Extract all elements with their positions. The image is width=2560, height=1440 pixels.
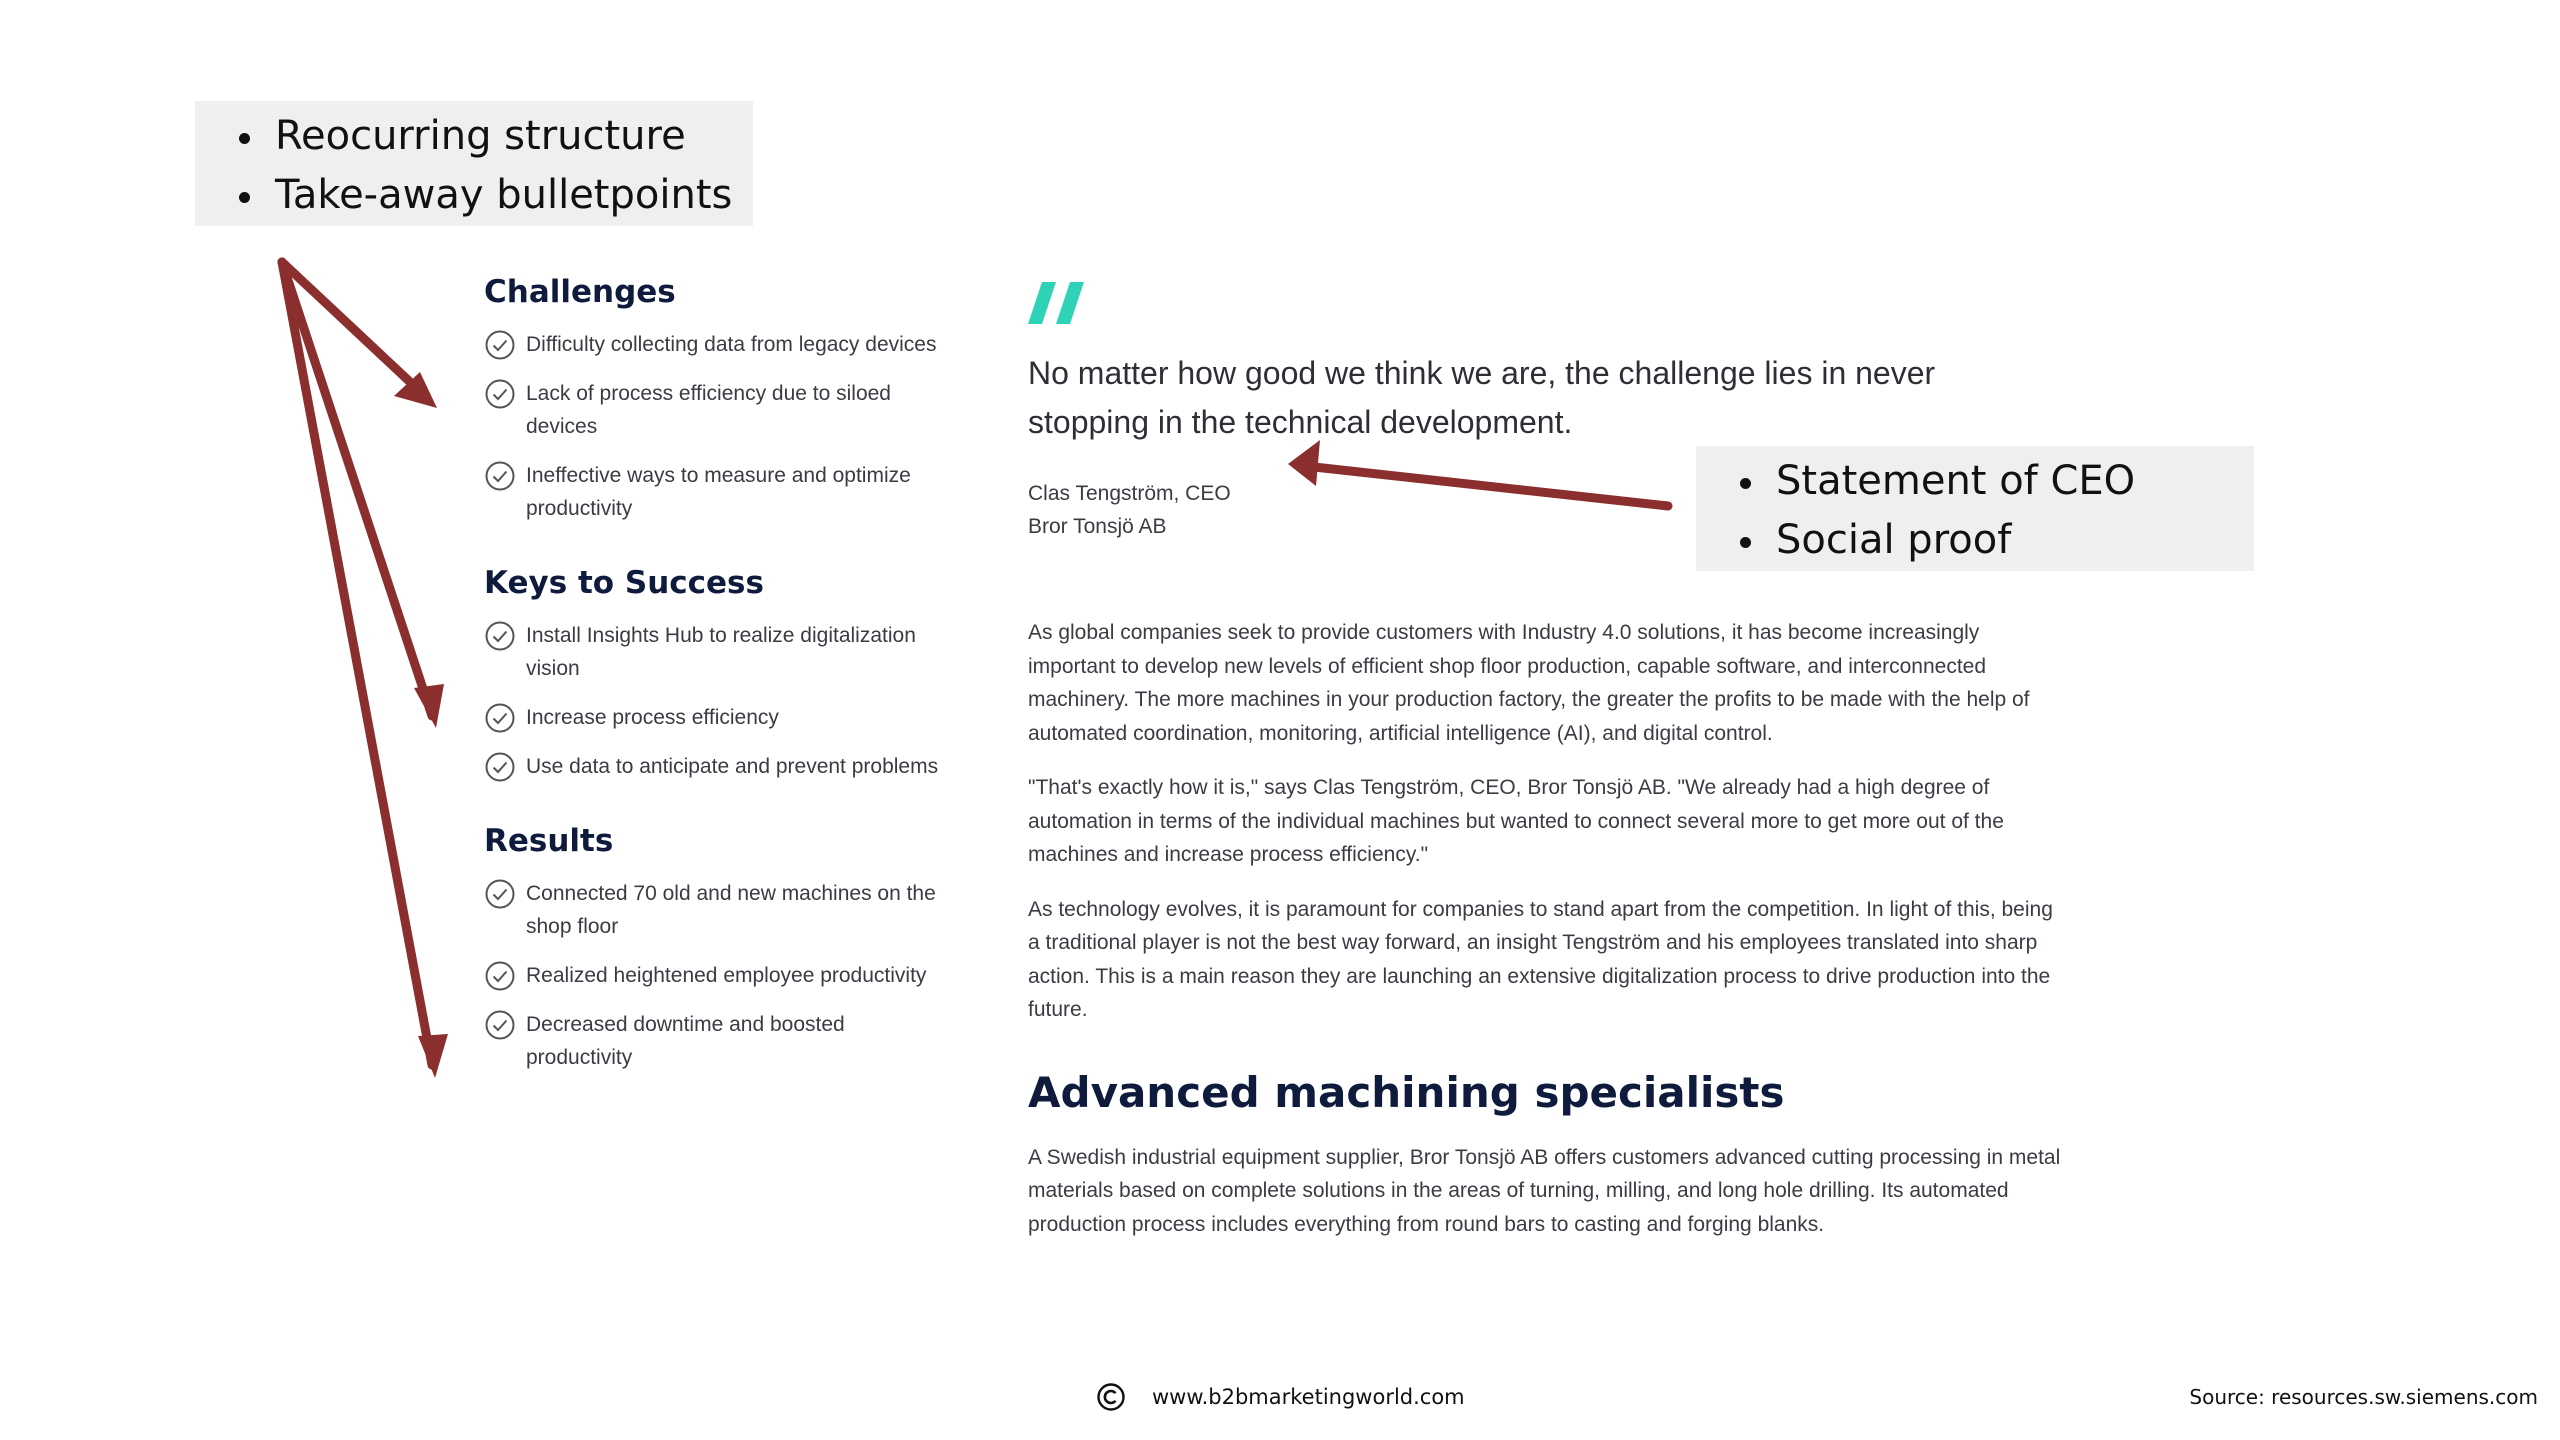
arrow-to-results bbox=[282, 262, 432, 1065]
arrowhead-keys-to-success bbox=[414, 684, 444, 728]
body-paragraph: A Swedish industrial equipment supplier, Bror Tonsjö AB offers customers advanced cutting processing in metal materials based on complete solutions in the areas of turning, milling, and long hole drilling. Its automated production process includes everything from round bars to casting and forging blanks. bbox=[1028, 1145, 2061, 1236]
copyright-icon bbox=[1096, 1382, 1126, 1412]
quote-text: No matter how good we think we are, the challenge lies in never stopping in the technical development. bbox=[1028, 355, 1936, 440]
website-text: www.b2bmarketingworld.com bbox=[1152, 1385, 1465, 1409]
section-title: Challenges bbox=[484, 274, 676, 310]
list-item-text: Realized heightened employee productivity bbox=[526, 964, 927, 987]
check-circle-icon bbox=[484, 1009, 516, 1041]
check-circle-icon bbox=[484, 460, 516, 492]
list-item bbox=[484, 877, 954, 943]
list-item bbox=[484, 619, 954, 685]
callout-bullet: Take-away bulletpoints bbox=[231, 166, 753, 225]
check-circle-icon bbox=[484, 960, 516, 992]
list-item-text: Increase process efficiency bbox=[526, 706, 779, 729]
list-item bbox=[484, 701, 954, 734]
body-paragraph: As global companies seek to provide customers with Industry 4.0 solutions, it has become increasingly important to develop new levels of efficient shop floor production, capable software, and interconnected machinery. The more machines in your production factory, the greater the profits to be made with the help of automated coordination, monitoring, artificial intelligence (AI), and digital control. bbox=[1028, 621, 2030, 745]
check-circle-icon bbox=[484, 878, 516, 910]
annotation-callout-structure bbox=[195, 101, 753, 226]
check-circle-icon bbox=[484, 751, 516, 783]
challenges-section bbox=[484, 272, 954, 525]
callout-bullet: Statement of CEO bbox=[1732, 452, 2254, 511]
check-circle-icon bbox=[484, 378, 516, 410]
list-item-text: Ineffective ways to measure and optimize productivity bbox=[526, 464, 911, 520]
body-paragraph: "That's exactly how it is," says Clas Tengström, CEO, Bror Tonsjö AB. "We already had a high degree of automation in terms of the individual machines but wanted to connect several more to get more out of the machines and increase process efficiency." bbox=[1028, 776, 2004, 866]
article-body bbox=[1028, 616, 2063, 1262]
body-paragraph: As technology evolves, it is paramount for companies to stand apart from the competition. In light of this, being a traditional player is not the best way forward, an insight Tengström and his employees translated into sharp action. This is a main reason they are launching an extensive digitalization process to drive production into the future. bbox=[1028, 897, 2053, 1021]
list-item-text: Connected 70 old and new machines on the shop floor bbox=[526, 882, 936, 938]
list-item bbox=[484, 1008, 954, 1074]
callout-bullet: Social proof bbox=[1732, 511, 2254, 570]
list-item bbox=[484, 459, 954, 525]
arrowhead-challenges bbox=[394, 372, 437, 408]
section-title: Keys to Success bbox=[484, 565, 764, 601]
footer-website bbox=[1096, 1382, 1465, 1412]
list-item-text: Use data to anticipate and prevent problems bbox=[526, 755, 939, 778]
list-item bbox=[484, 750, 954, 783]
arrowhead-results bbox=[418, 1034, 448, 1078]
check-circle-icon bbox=[484, 620, 516, 652]
list-item bbox=[484, 959, 954, 992]
section-headline: Advanced machining specialists bbox=[1028, 1067, 1785, 1117]
list-item bbox=[484, 328, 954, 361]
results-section bbox=[484, 821, 954, 1074]
list-item-text: Lack of process efficiency due to siloed devices bbox=[526, 382, 891, 438]
quote-company: Bror Tonsjö AB bbox=[1028, 515, 1167, 538]
callout-bullet: Reocurring structure bbox=[231, 107, 753, 166]
keys-to-success-section bbox=[484, 563, 954, 783]
quote-mark-icon bbox=[1028, 280, 1088, 326]
check-circle-icon bbox=[484, 329, 516, 361]
arrow-to-keys-to-success bbox=[282, 262, 432, 716]
summary-column bbox=[484, 272, 954, 1112]
list-item-text: Difficulty collecting data from legacy devices bbox=[526, 333, 937, 356]
list-item-text: Decreased downtime and boosted productivity bbox=[526, 1013, 845, 1069]
section-title: Results bbox=[484, 823, 614, 859]
quote-author: Clas Tengström, CEO bbox=[1028, 482, 1231, 505]
quote-block bbox=[1028, 280, 2078, 543]
check-circle-icon bbox=[484, 702, 516, 734]
list-item bbox=[484, 377, 954, 443]
footer-source: Source: resources.sw.siemens.com bbox=[2189, 1385, 2538, 1409]
list-item-text: Install Insights Hub to realize digitalization vision bbox=[526, 624, 916, 680]
arrow-to-challenges bbox=[282, 262, 425, 396]
